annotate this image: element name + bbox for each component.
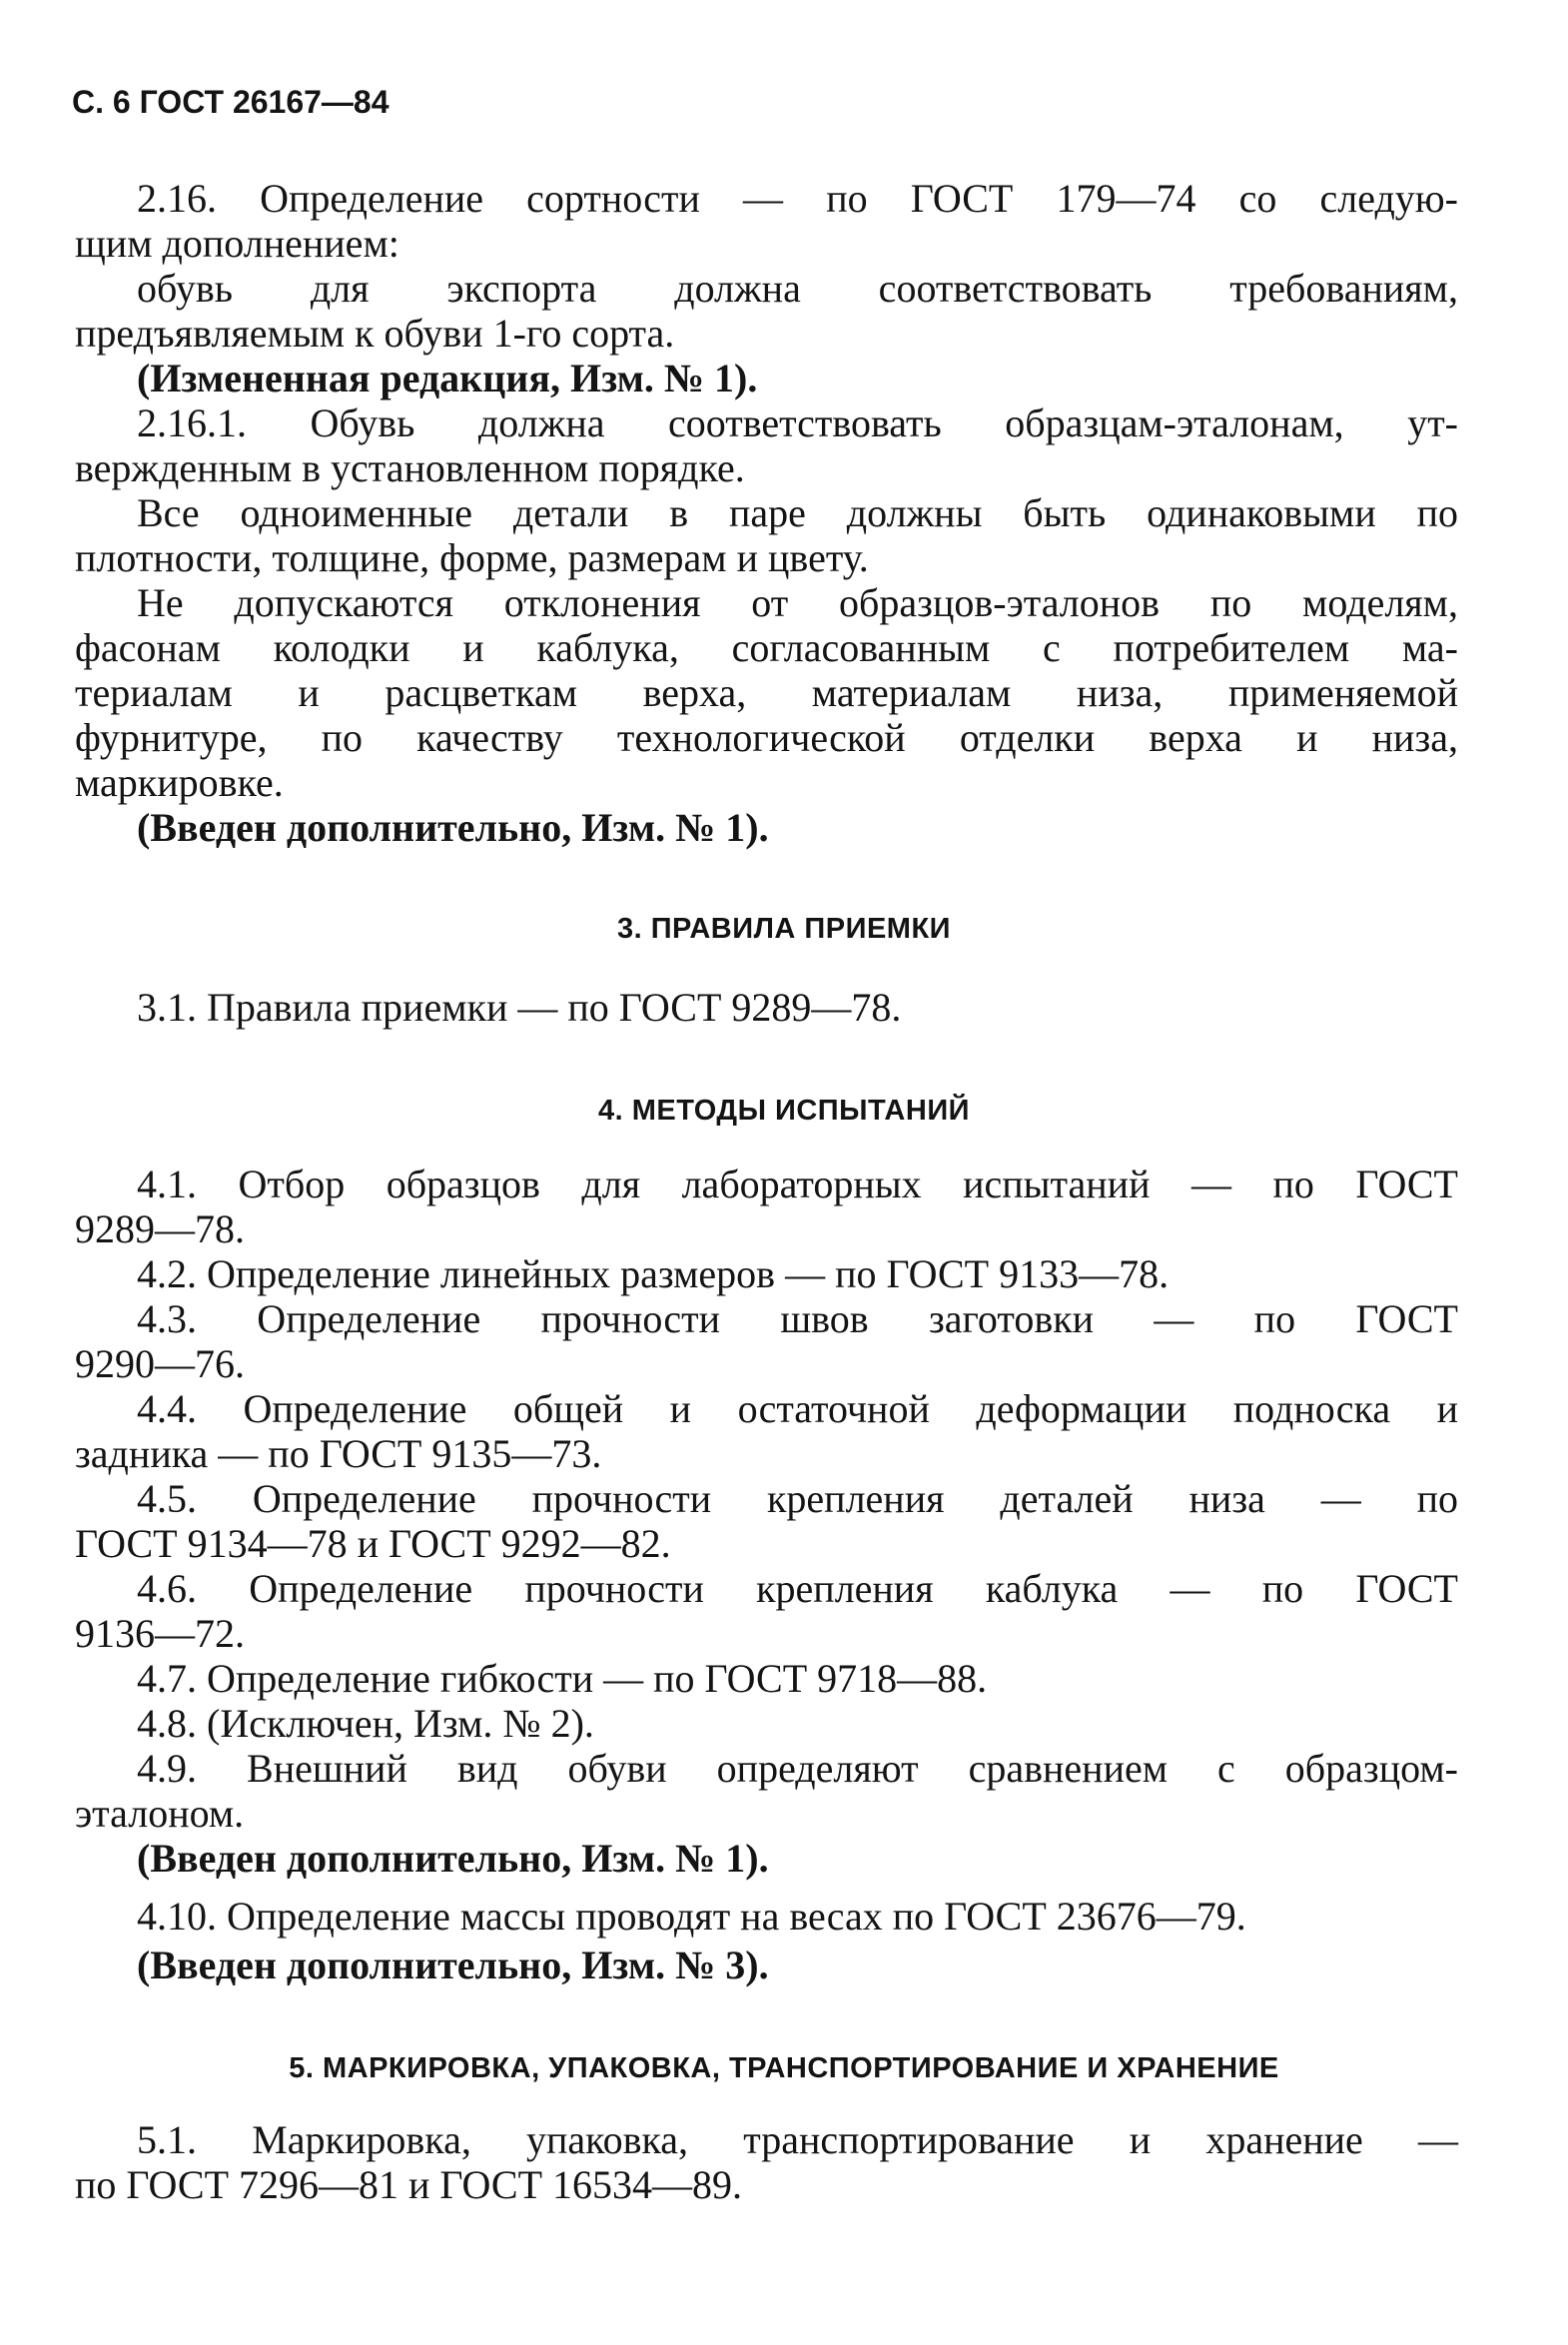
amendment-note: (Измененная редакция, Изм. № 1). (137, 356, 758, 400)
para-2-16-line-3: обувь для экспорта должна соответствовать требованиям, (137, 266, 1458, 311)
running-header: С. 6 ГОСТ 26167—84 (72, 84, 390, 120)
para-4-3-line-2: 9290—76. (75, 1341, 245, 1386)
para-5-1-line-1: 5.1. Маркировка, упаковка, транспортирование и хранение — (137, 2117, 1458, 2162)
para-2-16-1-line-6: фасонам колодки и каблука, согласованным с потребителем ма- (75, 625, 1458, 670)
para-4-6-line-2: 9136—72. (75, 1611, 245, 1656)
amendment-note: (Введен дополнительно, Изм. № 1). (137, 805, 769, 850)
para-4-1-line-2: 9289—78. (75, 1206, 245, 1251)
para-4-1-line-1: 4.1. Отбор образцов для лабораторных испытаний — по ГОСТ (137, 1162, 1458, 1206)
para-2-16-1-line-2: вержденным в установленном порядке. (75, 445, 745, 490)
section-4-heading: 4. МЕТОДЫ ИСПЫТАНИЙ (598, 1095, 970, 1127)
para-4-7: 4.7. Определение гибкости — по ГОСТ 9718—88. (137, 1656, 988, 1701)
para-2-16-1-line-9: маркировке. (75, 760, 284, 805)
para-4-5-line-2: ГОСТ 9134—78 и ГОСТ 9292—82. (75, 1521, 671, 1566)
para-4-4-line-2: задника — по ГОСТ 9135—73. (75, 1431, 602, 1476)
para-5-1-line-2: по ГОСТ 7296—81 и ГОСТ 16534—89. (75, 2162, 743, 2207)
para-4-6-line-1: 4.6. Определение прочности крепления каблука — по ГОСТ (137, 1566, 1458, 1611)
para-4-8: 4.8. (Исключен, Изм. № 2). (137, 1701, 594, 1746)
para-3-1: 3.1. Правила приемки — по ГОСТ 9289—78. (137, 985, 902, 1030)
para-4-9-line-2: эталоном. (75, 1791, 245, 1836)
section-5-heading: 5. МАРКИРОВКА, УПАКОВКА, ТРАНСПОРТИРОВАНИЕ И ХРАНЕНИЕ (289, 2052, 1279, 2084)
para-4-5-line-1: 4.5. Определение прочности крепления деталей низа — по (137, 1476, 1458, 1521)
para-2-16-1-line-7: териалам и расцветкам верха, материалам низа, применяемой (75, 670, 1458, 715)
para-4-2: 4.2. Определение линейных размеров — по ГОСТ 9133—78. (137, 1251, 1170, 1296)
amendment-note: (Введен дополнительно, Изм. № 1). (137, 1836, 769, 1881)
para-2-16-line-4: предъявляемым к обуви 1-го сорта. (75, 311, 675, 356)
para-2-16-1-line-8: фурнитуре, по качеству технологической отделки верха и низа, (75, 715, 1458, 760)
para-4-9-line-1: 4.9. Внешний вид обуви определяют сравнением с образцом- (137, 1746, 1458, 1791)
section-3-heading: 3. ПРАВИЛА ПРИЕМКИ (616, 913, 952, 945)
para-2-16-1-line-3: Все одноименные детали в паре должны быть одинаковыми по (137, 490, 1458, 535)
para-2-16-line-1: 2.16. Определение сортности — по ГОСТ 179—74 со следую- (137, 176, 1458, 221)
para-4-4-line-1: 4.4. Определение общей и остаточной деформации подноска и (137, 1386, 1458, 1431)
para-4-10: 4.10. Определение массы проводят на весах по ГОСТ 23676—79. (137, 1894, 1246, 1939)
para-2-16-1-line-4: плотности, толщине, форме, размерам и цвету. (75, 535, 869, 580)
amendment-note: (Введен дополнительно, Изм. № 3). (137, 1943, 769, 1987)
para-4-3-line-1: 4.3. Определение прочности швов заготовки — по ГОСТ (137, 1296, 1458, 1341)
para-2-16-line-2: щим дополнением: (75, 221, 399, 266)
para-2-16-1-line-1: 2.16.1. Обувь должна соответствовать образцам-эталонам, ут- (137, 400, 1458, 445)
para-2-16-1-line-5: Не допускаются отклонения от образцов-эталонов по моделям, (137, 580, 1458, 625)
